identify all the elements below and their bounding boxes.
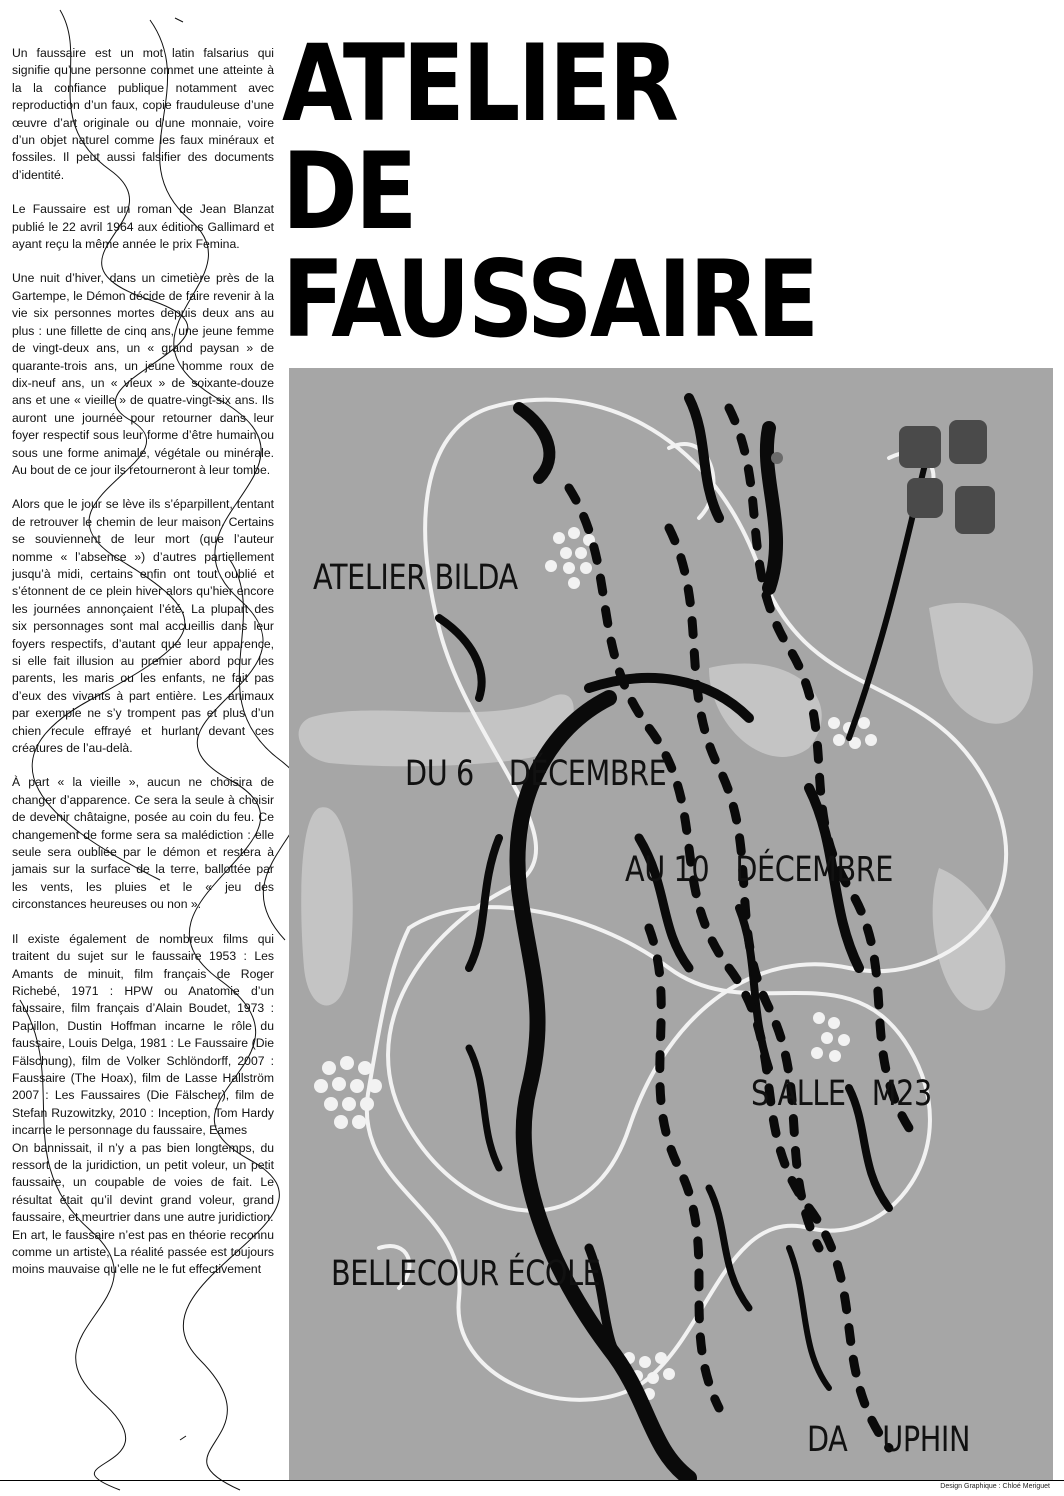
title-line-3: FAUSSAIRE: [282, 238, 817, 361]
date-start: DU 6 DÉCEMBRE: [405, 754, 667, 794]
room-number: S ALLE M23: [751, 1074, 932, 1114]
sidebar-paragraph: Une nuit d’hiver, dans un cimetière près de la Gartempe, le Démon décide de faire revenir à la vie six personnes mortes depuis deux ans au plus : une fillette de cinq ans, une jeune femme de vingt-deux ans, un « grand paysan » de quarante-trois ans, un jeune homme roux de dix-neuf ans, un « vieux » de soixante-douze ans et une « vieille » de quatre-vingt-six ans. Ils auront une journée pour retourner dans leur foyer respectif sous leur forme d’être humain ou sous une forme animale, végétale ou minérale. Au bout de ce jour ils retourneront à leur tombe.: [12, 271, 274, 477]
sidebar-paragraph: Alors que le jour se lève ils s’éparpillent, tentant de retrouver le chemin de leur maison. Certains se souviennent de leur mort (que l’auteur nomme « l’absence ») d’autres partiellement jusqu’à midi, certains enfin ont tout oublié et s’étonnent de ce plein hiver alors qu’hier encore les journées annonçaient l’été. La plupart des six personnages sont mal accueillis dans leur foyers respectifs, d’autant que leur apparence, si elle fait illusion au premier abord pour les parents, les maris ou les enfants, ne fait pas d’eux des vivants à part entière. Les animaux par exemple ne s’y trompent pas et plus d’un chien recule effrayé et hurlant devant ces créatures de l’au-delà.: [12, 497, 274, 756]
sidebar-paragraph: Il existe également de nombreux films qui traitent du sujet sur le faussaire 1953 : Les Amants de minuit, film français de Roger Richebé, 1971 : HPW ou Anatomie d’un faussaire, film français d’Alain Boudet, 1973 : Papillon, Dustin Hoffman incarne le rôle du faussaire, Louis Delga, 1981 : Le Faussaire (Die Fälschung), film de Volker Schlöndorff, 2007 : Faussaire (The Hoax), film de Lasse Hallström 2007 : Les Faussaires (Die Fälscher), film de Stefan Ruzowitzky, 2010 : Inception, Tom Hardy incarne le personnage du faussaire, Eames: [12, 931, 274, 1138]
sidebar-text: [12, 45, 274, 1279]
bottom-rule: [0, 1480, 1064, 1481]
poster-artwork: [289, 368, 1053, 1480]
place-name: DA UPHIN: [807, 1420, 971, 1460]
date-end: AU 10 DÉCEMBRE: [625, 850, 894, 890]
sidebar-paragraph: À part « la vieille », aucun ne choisira de changer d’apparence. Ce sera la seule à choisir de devenir châtaigne, posée au coin du feu. Ce changement de forme sera sa malédiction : elle seule sera oubliée par le démon et restera à jamais sur la surface de la terre, ballottée par les vents, les pluies et le « jeu des circonstances heureuses ou non ».: [12, 775, 274, 912]
school-name: BELLECOUR ÉCOLE: [331, 1254, 601, 1294]
title-line-2: DE: [282, 130, 415, 253]
atelier-name: ATELIER BILDA: [313, 558, 518, 598]
title-line-1: ATELIER: [282, 22, 677, 145]
design-credit: Design Graphique : Chloé Meriguet: [940, 1483, 1050, 1490]
sidebar-paragraph: En art, le faussaire n’est pas en théorie reconnu comme un artiste, La réalité passée est toujours moins mauvaise qu’elle ne le fut effectivement: [12, 1227, 274, 1277]
abstract-drawing: [289, 368, 1053, 1480]
sidebar-paragraph: Un faussaire est un mot latin falsarius qui signifie qu’une personne commet une atteinte à la la confiance publique notamment avec reproduction d’un faux, copie frauduleuse d’une œuvre d’art originale ou d’une monnaie, voire d’un objet naturel comme les faux minéraux et fossiles. Il peut aussi falsifier des documents d’identité.: [12, 46, 274, 182]
sidebar-paragraph: On bannissait, il n’y a pas bien longtemps, du ressort de la juridiction, un petit voleur, un petit faussaire, un coupable de voies de fait. Le résultat était qu’il devint grand voleur, grand faussaire, et meurtrier dans une autre juridiction.: [12, 1140, 274, 1225]
sidebar-paragraph: Le Faussaire est un roman de Jean Blanzat publié le 22 avril 1964 aux éditions Gallimard et ayant reçu la même année le prix Femina.: [12, 202, 274, 252]
poster-title: [282, 22, 817, 361]
